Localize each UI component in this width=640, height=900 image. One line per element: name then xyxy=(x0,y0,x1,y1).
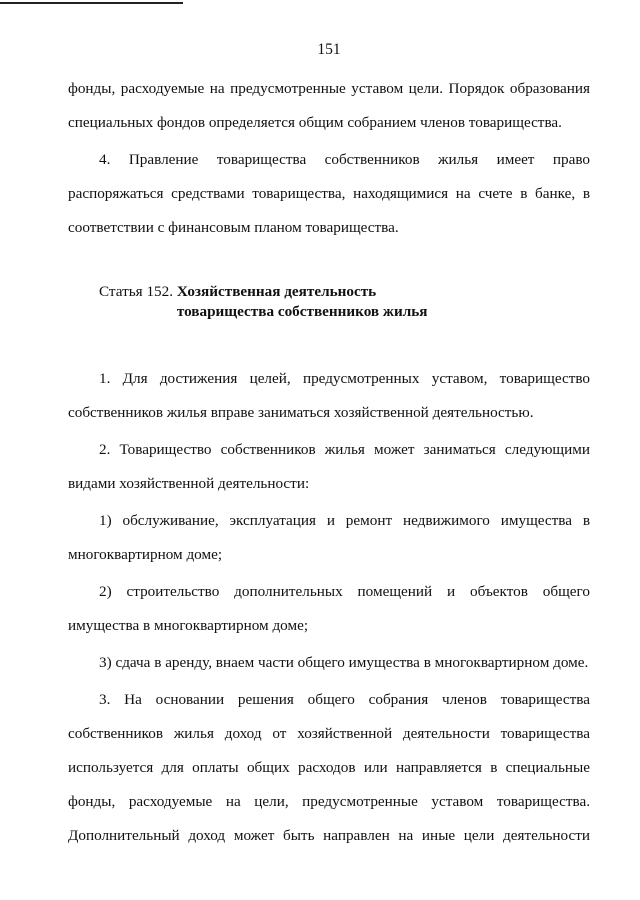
paragraph-item-3 xyxy=(68,683,590,853)
paragraph-subitem-3 xyxy=(68,646,590,680)
article-heading xyxy=(99,282,590,322)
text-line: специальных фондов определяется общим собранием членов товарищества. xyxy=(68,114,562,131)
article-title-line: товарищества собственников жилья xyxy=(176,303,428,320)
text-line: 2) строительство дополнительных помещений и объектов общего xyxy=(99,583,590,600)
text-line: 1) обслуживание, эксплуатация и ремонт недвижимого имущества в xyxy=(99,512,590,529)
text-line: собственников жилья вправе заниматься хозяйственной деятельностью. xyxy=(68,404,534,421)
article-title xyxy=(177,282,428,322)
paragraph-item-2 xyxy=(68,433,590,501)
document-page xyxy=(68,40,590,853)
paragraph-board xyxy=(68,143,590,245)
text-line: 4. Правление товарищества собственников жилья имеет право xyxy=(99,151,590,168)
text-line: многоквартирном доме; xyxy=(68,546,223,563)
paragraph-funds xyxy=(68,72,590,140)
text-line: 1. Для достижения целей, предусмотренных уставом, товарищество xyxy=(99,370,590,387)
text-line: собственников жилья доход от хозяйственной деятельности товарищества xyxy=(68,725,590,742)
paragraph-subitem-1 xyxy=(68,504,590,572)
text-line: соответствии с финансовым планом товарищества. xyxy=(68,219,399,236)
text-line: Дополнительный доход может быть направлен на иные цели деятельности xyxy=(68,827,590,844)
text-line: видами хозяйственной деятельности: xyxy=(68,475,310,492)
top-rule-line xyxy=(0,2,183,4)
article-title-line: Хозяйственная деятельность xyxy=(176,283,377,300)
page-number: 151 xyxy=(317,41,341,58)
text-line: 3. На основании решения общего собрания членов товарищества xyxy=(99,691,590,708)
paragraph-item-1 xyxy=(68,362,590,430)
text-line: фонды, расходуемые на предусмотренные уставом цели. Порядок образования xyxy=(68,80,590,97)
text-line: фонды, расходуемые на цели, предусмотренные уставом товарищества. xyxy=(68,793,590,810)
text-line: распоряжаться средствами товарищества, находящимися на счете в банке, в xyxy=(68,185,590,202)
paragraph-subitem-2 xyxy=(68,575,590,643)
article-number: Статья 152. xyxy=(99,283,177,300)
text-line: 3) сдача в аренду, внаем части общего имущества в многоквартирном доме. xyxy=(99,654,589,671)
text-line: используется для оплаты общих расходов или направляется в специальные xyxy=(68,759,590,776)
text-line: имущества в многоквартирном доме; xyxy=(68,617,309,634)
text-line: 2. Товарищество собственников жилья может заниматься следующими xyxy=(99,441,590,458)
